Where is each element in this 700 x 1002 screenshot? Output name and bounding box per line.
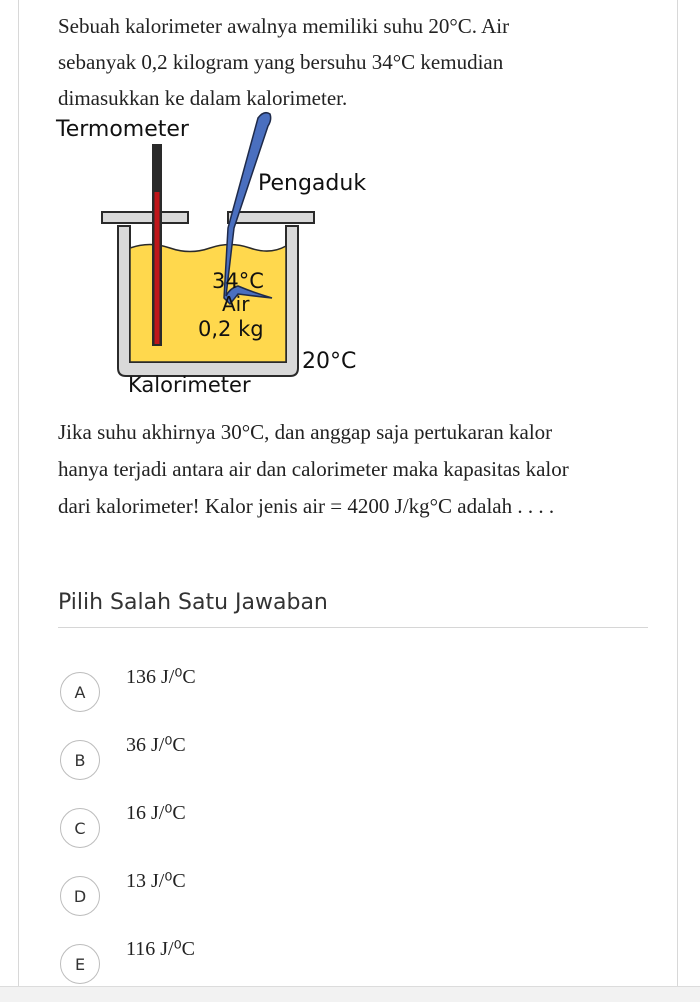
option-text: 13 J/⁰C [126,870,186,892]
calorimeter-lid-left [102,212,188,223]
divider [58,627,648,628]
question-line: sebanyak 0,2 kilogram yang bersuhu 34°C kemudian [58,50,504,74]
option-letter-circle[interactable]: C [60,808,100,848]
answer-heading: Pilih Salah Satu Jawaban [58,590,328,615]
bottom-bar [0,986,700,1002]
option-letter-circle[interactable]: E [60,944,100,984]
thermometer-mercury [155,192,160,344]
question-text-continued [58,414,658,525]
calorimeter-diagram [40,108,400,408]
answer-option-d[interactable] [60,870,460,920]
question-line: dari kalorimeter! Kalor jenis air = 4200 J/kg°C adalah . . . . [58,494,555,518]
option-text: 16 J/⁰C [126,802,186,824]
question-line: dimasukkan ke dalam kalorimeter. [58,86,348,110]
question-line: Sebuah kalorimeter awalnya memiliki suhu 20°C. Air [58,14,510,38]
calorimeter-lid-right [228,212,314,223]
answer-option-a[interactable] [60,666,460,716]
option-text: 36 J/⁰C [126,734,186,756]
question-line: Jika suhu akhirnya 30°C, dan anggap saja pertukaran kalor [58,420,553,444]
thermometer-label: Termometer [56,117,189,142]
question-text [58,8,648,116]
question-line: hanya terjadi antara air dan calorimeter maka kapasitas kalor [58,457,569,481]
option-letter-circle[interactable]: D [60,876,100,916]
answer-option-e[interactable] [60,938,460,988]
water-mass-label: 0,2 kg [198,317,264,341]
stirrer-label: Pengaduk [258,171,367,196]
option-letter-circle[interactable]: A [60,672,100,712]
calorimeter-temp-label: 20°C [302,349,357,374]
calorimeter-label: Kalorimeter [128,373,251,397]
option-text: 116 J/⁰C [126,938,195,960]
option-letter-circle[interactable]: B [60,740,100,780]
answer-option-b[interactable] [60,734,460,784]
water-label: Air [222,292,250,316]
water-temp-label: 34°C [212,269,264,293]
option-text: 136 J/⁰C [126,666,196,688]
answer-option-c[interactable] [60,802,460,852]
